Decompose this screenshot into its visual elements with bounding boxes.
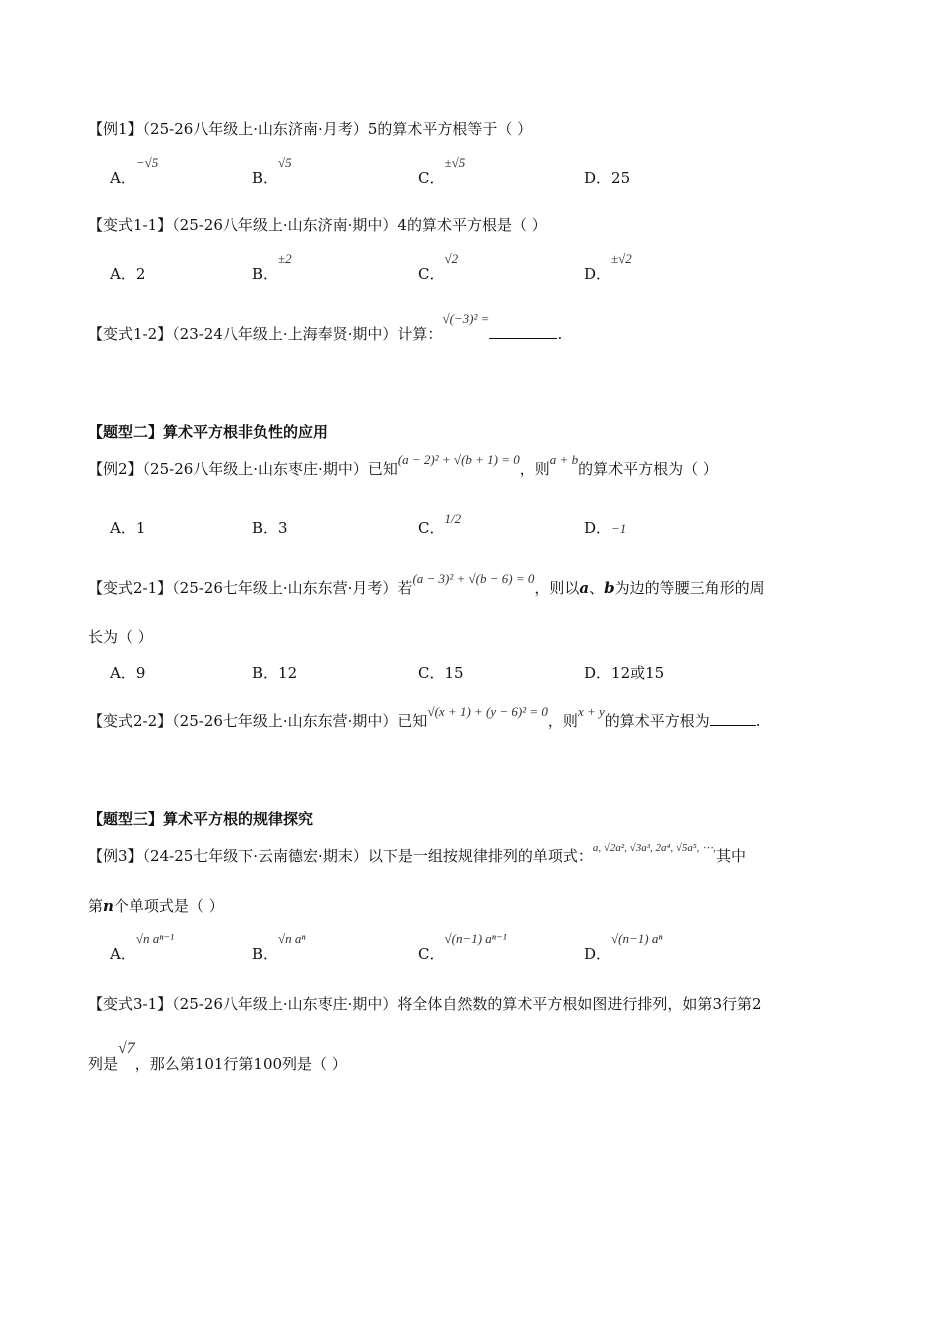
example-2-stem: 【例2】（25-26八年级上·山东枣庄·期中）已知(a − 2)² + √(b + 1) = 0，则a + b的算术平方根为（ ） [88,452,718,478]
v11-option-c: C．√2 [418,251,459,283]
section-title-type-2: 【题型二】算术平方根非负性的应用 [88,423,329,441]
math-formula: (a − 3)² + √(b − 6) = 0 [412,571,535,586]
ex3-option-a: A．√n aⁿ⁻¹ [110,931,175,963]
math-formula: ±2 [278,251,292,266]
ex2-option-c: C．1/2 [418,511,462,537]
v11-option-a: A．2 [110,265,146,283]
math-formula: √n aⁿ⁻¹ [135,931,175,946]
example-3-stem-line2: 第n个单项式是（ ） [88,897,224,915]
ex1-option-b: B．√5 [252,155,292,187]
ex1-option-c: C．±√5 [418,155,466,187]
v21-option-b: B．12 [252,664,298,682]
v21-option-c: C．15 [418,664,464,682]
math-formula: √(x + 1) + (y − 6)² = 0 [427,704,548,719]
ex3-option-c: C．√(n−1) aⁿ⁻¹ [418,931,507,963]
math-formula: (a − 2)² + √(b + 1) = 0 [397,452,520,467]
v21-option-d: D．12或15 [584,664,665,682]
ex2-option-d: D．−1 [584,519,627,537]
v11-option-b: B．±2 [252,251,292,283]
variant-2-1-stem-line2: 长为（ ） [88,628,153,646]
math-formula: √(n−1) aⁿ⁻¹ [444,931,507,946]
math-formula: √n aⁿ [278,931,306,946]
math-formula: 1/2 [444,511,462,526]
math-formula: ±√5 [444,155,466,170]
answer-blank[interactable] [489,324,557,339]
math-formula: √2 [444,251,459,266]
math-formula: −1 [611,521,627,536]
v11-option-d: D．±√2 [584,251,632,283]
variant-2-1-stem: 【变式2-1】（25-26七年级上·山东东营·月考）若(a − 3)² + √(b − 6) = 0，则以a、b为边的等腰三角形的周 [88,571,765,597]
example-3-stem: 【例3】（24-25七年级下·云南德宏·期末）以下是一组按规律排列的单项式：a, √2a², √3a³, 2a⁴, √5a⁵, ⋯,其中 [88,846,746,868]
math-formula: √5 [278,155,292,170]
ex1-option-a: A．−√5 [110,155,159,187]
ex1-option-d: D．25 [584,169,631,187]
ex2-option-a: A．1 [110,519,146,537]
variant-1-1-stem: 【变式1-1】（25-26八年级上·山东济南·期中）4的算术平方根是（ ） [88,216,547,234]
ex3-option-b: B．√n aⁿ [252,931,306,963]
variant-1-2-stem: 【变式1-2】（23-24八年级上·上海奉贤·期中）计算：√(−3)² =. [88,311,563,343]
math-formula: √(−3)² = [442,311,490,326]
math-formula: ±√2 [611,251,632,266]
variant-3-1-stem-line2: 列是√7，那么第101行第100列是（ ） [88,1040,347,1073]
math-formula: −√5 [135,155,159,170]
section-title-type-3: 【题型三】算术平方根的规律探究 [88,810,314,828]
v21-option-a: A．9 [110,664,146,682]
variant-2-2-stem: 【变式2-2】（25-26七年级上·山东东营·期中）已知√(x + 1) + (y − 6)² = 0，则x + y的算术平方根为 . [88,704,761,730]
ex2-option-b: B．3 [252,519,288,537]
math-formula: x + y [577,704,605,719]
example-1-stem: 【例1】（25-26八年级上·山东济南·月考）5的算术平方根等于（ ） [88,120,533,138]
variant-3-1-stem: 【变式3-1】（25-26八年级上·山东枣庄·期中）将全体自然数的算术平方根如图进行排列，如第3行第2 [88,995,762,1013]
ex3-option-d: D．√(n−1) aⁿ [584,931,663,963]
math-formula: √7 [118,1040,135,1057]
answer-blank[interactable] [710,711,756,726]
math-formula: a + b [549,452,579,467]
math-formula: a, √2a², √3a³, 2a⁴, √5a⁵, ⋯, [592,842,716,854]
math-formula: √(n−1) aⁿ [611,931,663,946]
